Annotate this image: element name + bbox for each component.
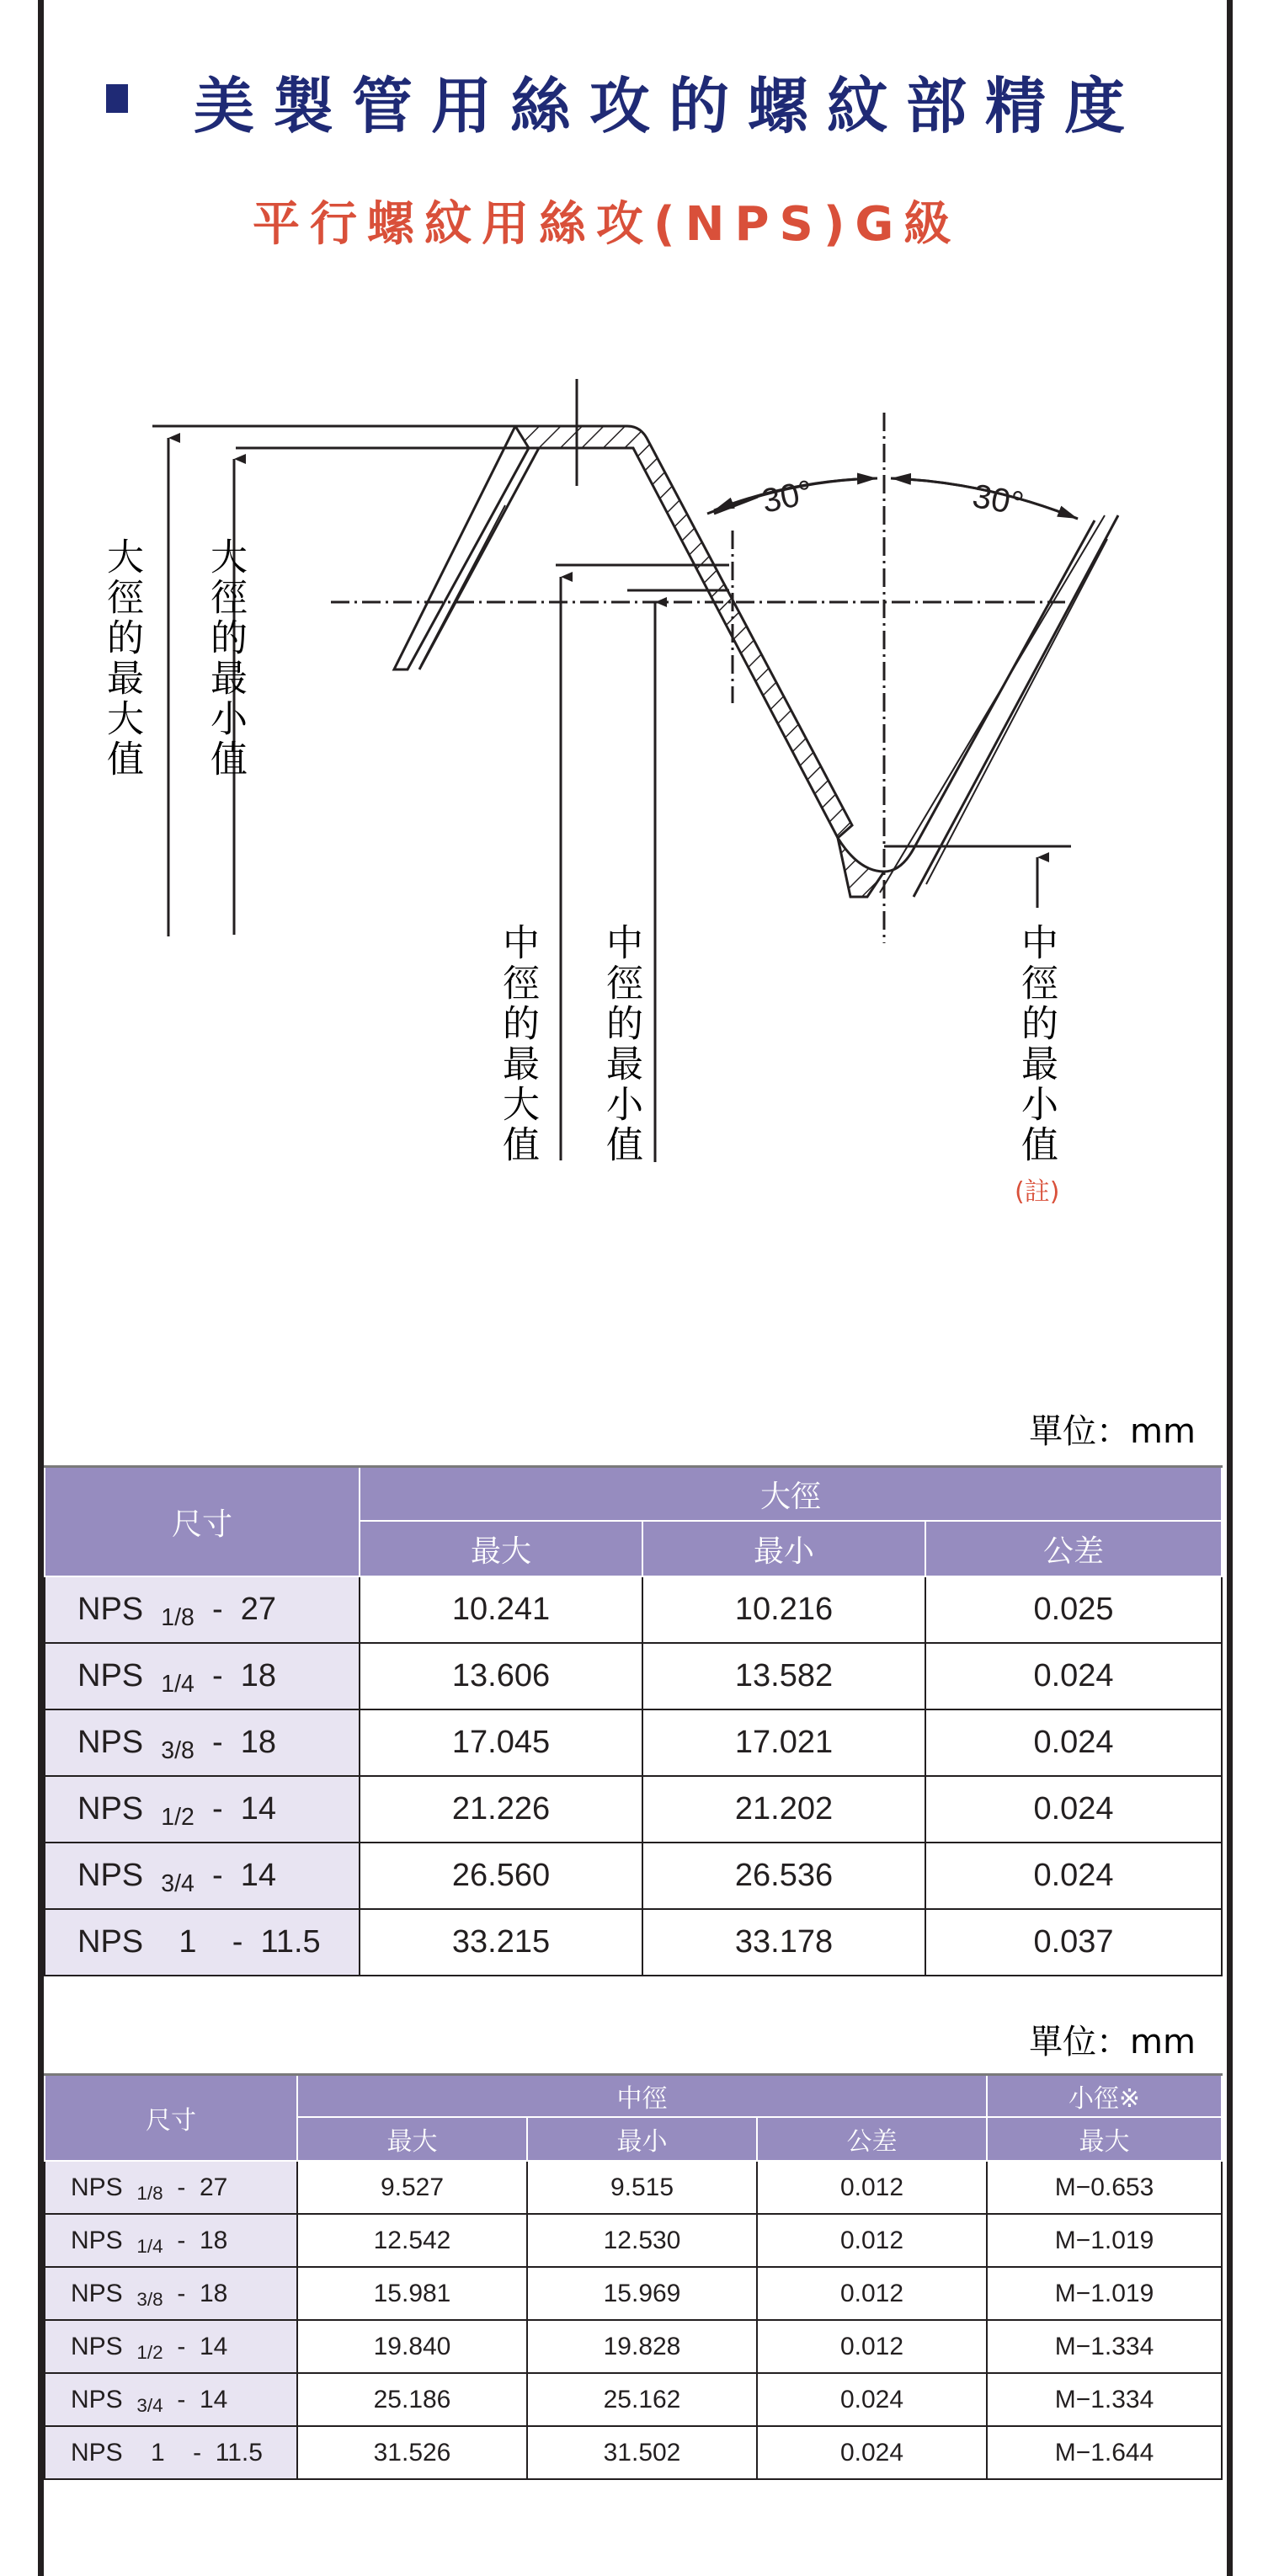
tolerance-cell: 0.037 — [925, 1909, 1222, 1976]
minor-max-cell: M−1.334 — [987, 2373, 1222, 2426]
table-row — [45, 2161, 1222, 2214]
min-cell: 25.162 — [527, 2373, 757, 2426]
table-row — [45, 1643, 1222, 1709]
size-cell: NPS 1/4 - 18 — [45, 1643, 360, 1709]
tolerance-cell: 0.024 — [925, 1843, 1222, 1909]
tolerance-cell: 0.012 — [757, 2161, 987, 2214]
min-cell: 15.969 — [527, 2267, 757, 2320]
table-row — [45, 1576, 1222, 1643]
size-cell: NPS 1/4 - 18 — [45, 2214, 297, 2267]
angle-label-left: 30° — [758, 473, 817, 520]
minor-max-cell: M−1.019 — [987, 2214, 1222, 2267]
table-row — [45, 2214, 1222, 2267]
max-cell: 13.606 — [360, 1643, 642, 1709]
tolerance-cell: 0.024 — [757, 2426, 987, 2479]
min-cell: 33.178 — [642, 1909, 925, 1976]
table-row — [45, 1776, 1222, 1843]
max-cell: 25.186 — [297, 2373, 527, 2426]
header-min: 最小 — [527, 2117, 757, 2161]
major-diameter-max-label: 大徑的最大值 — [100, 537, 143, 780]
unit-label-major: 單位：mm — [1029, 1412, 1196, 1451]
major-diameter-table — [44, 1465, 1223, 1976]
header-max: 最大 — [360, 1521, 642, 1576]
minor-max-cell: M−1.334 — [987, 2320, 1222, 2373]
table-row — [45, 1909, 1222, 1976]
tolerance-cell: 0.012 — [757, 2267, 987, 2320]
min-cell: 31.502 — [527, 2426, 757, 2479]
table-row — [45, 2426, 1222, 2479]
size-cell: NPS 3/4 - 14 — [45, 2373, 297, 2426]
tolerance-cell: 0.012 — [757, 2320, 987, 2373]
size-cell: NPS 3/8 - 18 — [45, 1709, 360, 1776]
page-title: 美製管用絲攻的螺紋部精度 — [194, 71, 1144, 141]
header-minor-max: 最大 — [987, 2117, 1222, 2161]
max-cell: 9.527 — [297, 2161, 527, 2214]
angle-label-right: 30° — [969, 477, 1026, 523]
size-cell: NPS 1/8 - 27 — [45, 2161, 297, 2214]
max-cell: 26.560 — [360, 1843, 642, 1909]
tolerance-cell: 0.024 — [757, 2373, 987, 2426]
header-max: 最大 — [297, 2117, 527, 2161]
pitch-diameter-min-right-label: 中徑的最小值 — [1015, 923, 1058, 1165]
header-size: 尺寸 — [45, 2075, 297, 2162]
table-row — [45, 2320, 1222, 2373]
min-cell: 13.582 — [642, 1643, 925, 1709]
size-cell: NPS 3/4 - 14 — [45, 1843, 360, 1909]
pitch-diameter-table — [44, 2073, 1223, 2480]
tolerance-cell: 0.024 — [925, 1643, 1222, 1709]
page-subtitle: 平行螺紋用絲攻(NPS)G級 — [253, 197, 962, 252]
minor-max-cell: M−1.644 — [987, 2426, 1222, 2479]
header-minor-diameter: 小徑※ — [987, 2075, 1222, 2118]
table-row — [45, 2373, 1222, 2426]
size-cell: NPS 1 - 11.5 — [45, 1909, 360, 1976]
header-pitch-diameter: 中徑 — [297, 2075, 987, 2118]
size-cell: NPS 1/2 - 14 — [45, 1776, 360, 1843]
max-cell: 31.526 — [297, 2426, 527, 2479]
major-diameter-min-label: 大徑的最小值 — [204, 537, 247, 780]
header-tolerance: 公差 — [757, 2117, 987, 2161]
table-row — [45, 2267, 1222, 2320]
size-cell: NPS 1/8 - 27 — [45, 1576, 360, 1643]
header-min: 最小 — [642, 1521, 925, 1576]
title-bullet-icon — [106, 84, 128, 113]
min-cell: 17.021 — [642, 1709, 925, 1776]
min-cell: 19.828 — [527, 2320, 757, 2373]
min-cell: 12.530 — [527, 2214, 757, 2267]
min-cell: 10.216 — [642, 1576, 925, 1643]
max-cell: 17.045 — [360, 1709, 642, 1776]
tolerance-cell: 0.024 — [925, 1776, 1222, 1843]
header-size: 尺寸 — [45, 1467, 360, 1577]
min-cell: 21.202 — [642, 1776, 925, 1843]
size-cell: NPS 3/8 - 18 — [45, 2267, 297, 2320]
tolerance-cell: 0.024 — [925, 1709, 1222, 1776]
max-cell: 12.542 — [297, 2214, 527, 2267]
note-marker: (註) — [1015, 1177, 1060, 1207]
header-major-diameter: 大徑 — [360, 1467, 1222, 1522]
max-cell: 10.241 — [360, 1576, 642, 1643]
minor-max-cell: M−1.019 — [987, 2267, 1222, 2320]
table-row — [45, 1843, 1222, 1909]
max-cell: 21.226 — [360, 1776, 642, 1843]
table-row — [45, 1709, 1222, 1776]
max-cell: 19.840 — [297, 2320, 527, 2373]
thread-profile-diagram — [0, 371, 1263, 1255]
max-cell: 15.981 — [297, 2267, 527, 2320]
min-cell: 9.515 — [527, 2161, 757, 2214]
pitch-diameter-max-label: 中徑的最大值 — [496, 923, 539, 1165]
min-cell: 26.536 — [642, 1843, 925, 1909]
pitch-diameter-min-label: 中徑的最小值 — [600, 923, 642, 1165]
tolerance-cell: 0.012 — [757, 2214, 987, 2267]
unit-label-pitch: 單位：mm — [1029, 2023, 1196, 2061]
max-cell: 33.215 — [360, 1909, 642, 1976]
size-cell: NPS 1 - 11.5 — [45, 2426, 297, 2479]
size-cell: NPS 1/2 - 14 — [45, 2320, 297, 2373]
minor-max-cell: M−0.653 — [987, 2161, 1222, 2214]
tolerance-cell: 0.025 — [925, 1576, 1222, 1643]
header-tolerance: 公差 — [925, 1521, 1222, 1576]
